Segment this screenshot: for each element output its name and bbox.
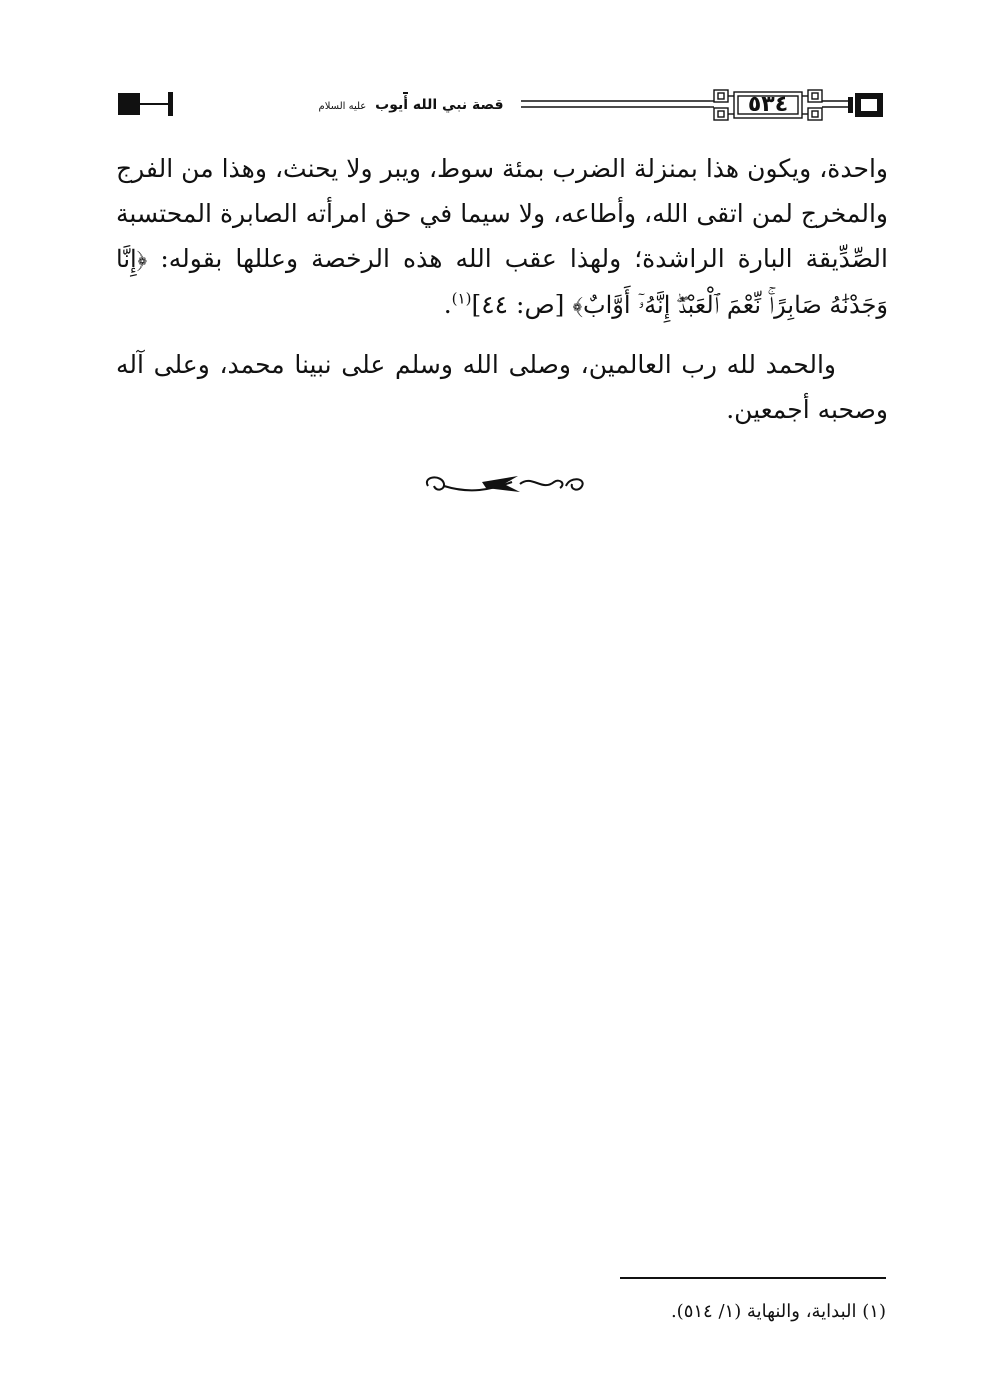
left-block-ornament: [118, 93, 140, 115]
closing-text: والحمد لله رب العالمين، وصلى الله وسلم على نبينا محمد، وعلى آله وصحبه أجمعين.: [116, 350, 888, 424]
footnote-item: (١) البداية، والنهاية (١/ ٥١٤).: [670, 1301, 886, 1322]
sentence-end: .: [443, 290, 452, 319]
quran-verse: ﴿إِنَّا وَجَدْنَٰهُ صَابِرًاۚ نِّعْمَ ٱلْعَبْدُۖ إِنَّهُۥٓ أَوَّابٌ﴾: [116, 245, 888, 319]
paragraph: [116, 146, 888, 328]
footnote-marker[interactable]: (١): [451, 289, 472, 308]
main-content: [116, 146, 888, 432]
page-number: ٥٣٤: [747, 92, 789, 117]
page-header: [118, 88, 888, 122]
book-title-text: قصة نبي الله أيوب: [375, 97, 504, 113]
paragraph-text: واحدة، ويكون هذا بمنزلة الضرب بمئة سوط، ويبر ولا يحنث، وهذا من الفرج والمخرج لمن اتقى الله، وأطاعه، ولا سيما في حق امرأته الصابرة المحتسبة الصِّدِّيقة البارة الراشدة؛ ولهذا عقب الله هذه الرخصة وعللها بقوله:: [116, 154, 888, 273]
footnote-separator: [620, 1277, 886, 1279]
verse-citation: [ص: ٤٤]: [471, 290, 565, 319]
divider-ornament-icon: [420, 470, 590, 498]
book-title: [301, 94, 521, 116]
honorific-text: عليه السلام: [318, 101, 367, 112]
closing-paragraph: [116, 342, 888, 432]
footnotes: [560, 1297, 886, 1327]
